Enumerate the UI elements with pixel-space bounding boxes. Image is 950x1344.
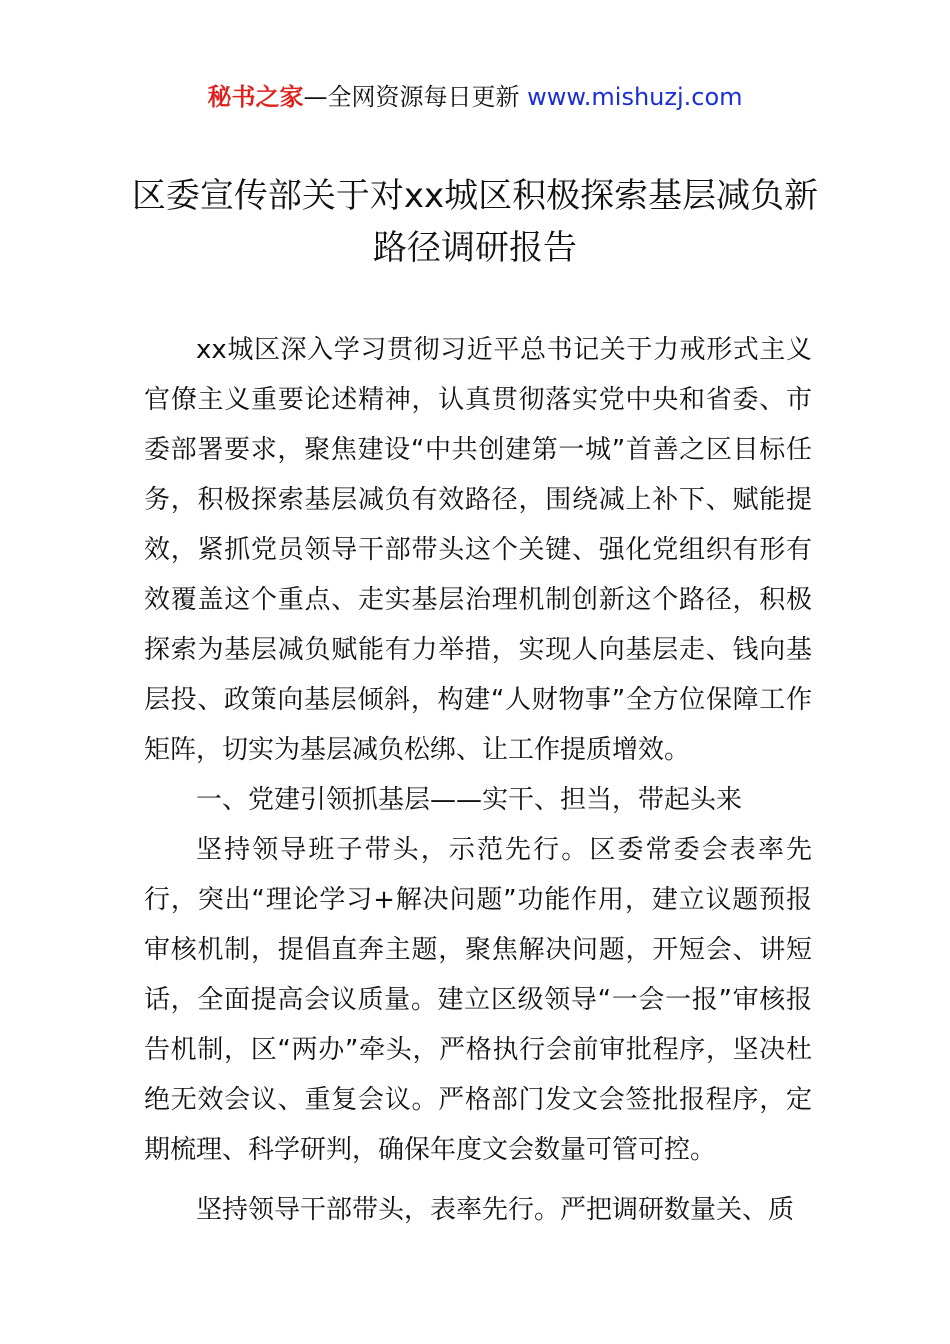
document-title: 区委宣传部关于对xx城区积极探索基层减负新路径调研报告 xyxy=(131,176,819,268)
paragraph-section1-1: 坚持领导班子带头，示范先行。区委常委会表率先行，突出“理论学习+解决问题”功能作用，建立议题预报审核机制，提倡直奔主题，聚焦解决问题，开短会、讲短话，全面提高会议质量。建立区级领导“一会一报”审核报告机制，区“两办”牵头，严格执行会前审批程序，坚决杜绝无效会议、重复会议。严格部门发文会签批报程序，定期梳理、科学研判，确保年度文会数量可管可控。 xyxy=(144,835,812,1165)
site-url-link[interactable]: www.mishuzj.com xyxy=(527,83,743,111)
site-tagline: —全网资源每日更新 xyxy=(303,83,520,111)
document-body xyxy=(144,325,812,1235)
site-brand: 秘书之家 xyxy=(207,83,304,111)
paragraph-section1-2: 坚持领导干部带头，表率先行。严把调研数量关、质 xyxy=(196,1195,795,1225)
section-heading-1: 一、党建引领抓基层——实干、担当，带起头来 xyxy=(196,785,743,815)
paragraph-intro: xx城区深入学习贯彻习近平总书记关于力戒形式主义官僚主义重要论述精神，认真贯彻落实党中央和省委、市委部署要求，聚焦建设“中共创建第一城”首善之区目标任务，积极探索基层减负有效路径，围绕减上补下、赋能提效，紧抓党员领导干部带头这个关键、强化党组织有形有效覆盖这个重点、走实基层治理机制创新这个路径，积极探索为基层减负赋能有力举措，实现人向基层走、钱向基层投、政策向基层倾斜，构建“人财物事”全方位保障工作矩阵，切实为基层减负松绑、让工作提质增效。 xyxy=(144,335,812,765)
site-header xyxy=(0,80,950,114)
